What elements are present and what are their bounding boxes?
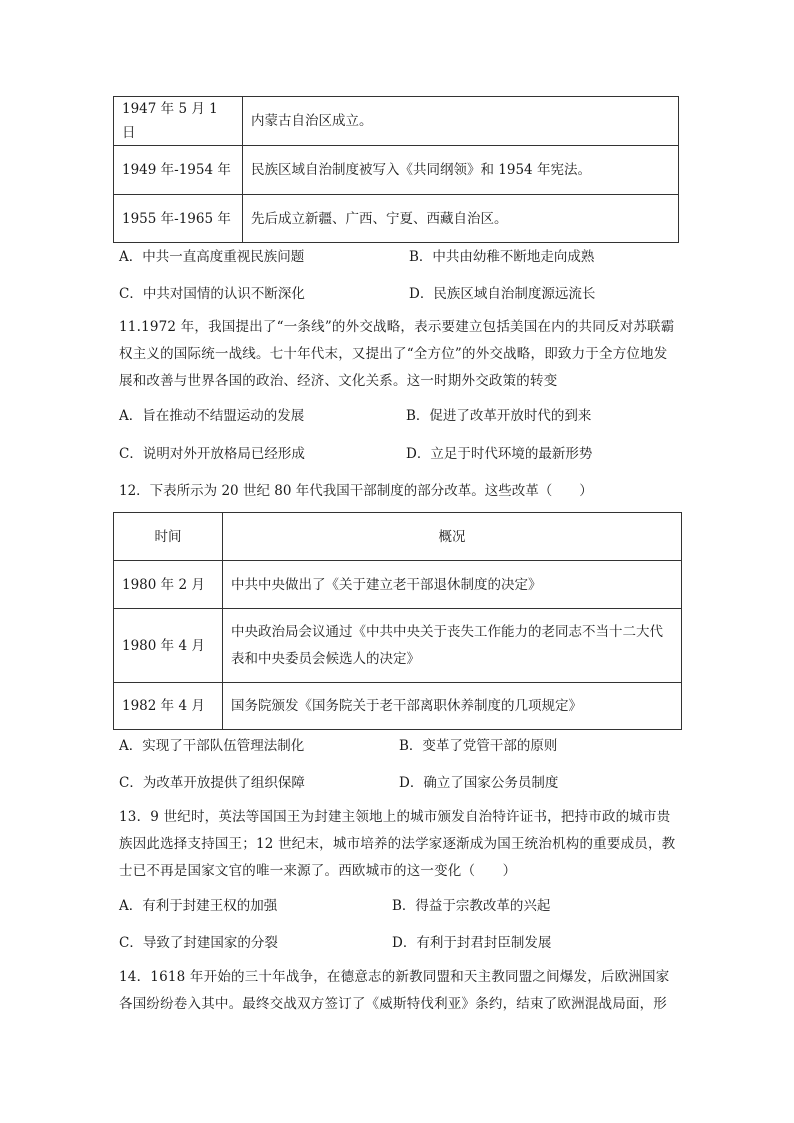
table-cell-time: 1949 年-1954 年 [114,146,243,195]
q11-option-a: A．旨在推动不结盟运动的发展 [119,408,305,424]
q14-stem: 14．1618 年开始的三十年战争，在德意志的新教同盟和天主教同盟之间爆发，后欧洲国家各国纷纷卷入其中。最终交战双方签订了《威斯特伐利亚》条约，结束了欧洲混战局面，形 [119,969,670,1012]
table-cell-time: 1980 年 4 月 [114,609,223,683]
table-cell-event: 内蒙古自治区成立。 [243,97,679,146]
table-header-desc: 概况 [223,513,682,561]
table-row [114,683,682,730]
table-cell-event: 民族区域自治制度被写入《共同纲领》和 1954 年宪法。 [243,146,679,195]
table-cell-desc: 国务院颁发《国务院关于老干部离职休养制度的几项规定》 [223,683,682,730]
q11-option-d: D．立足于时代环境的最新形势 [406,446,593,462]
table-row [114,609,682,683]
table-cell-time: 1980 年 2 月 [114,561,223,609]
q12-stem: 12．下表所示为 20 世纪 80 年代我国干部制度的部分改革。这些改革（ ） [119,483,593,499]
table-row [114,195,679,243]
q12-option-b: B．变革了党管干部的原则 [399,738,558,754]
autonomy-table [113,96,679,243]
table-cell-time: 1947 年 5 月 1 日 [114,97,243,146]
q13-option-b: B．得益于宗教改革的兴起 [392,898,551,914]
table-header-time: 时间 [114,513,223,561]
table-row [114,561,682,609]
q10-option-b: B．中共由幼稚不断地走向成熟 [409,249,595,265]
q13-option-c: C．导致了封建国家的分裂 [119,935,278,951]
table-cell-desc: 中央政治局会议通过《中共中央关于丧失工作能力的老同志不当十二大代表和中央委员会候选人的决定》 [223,609,682,683]
table-cell-time: 1982 年 4 月 [114,683,223,730]
table-header-row [114,513,682,561]
table-cell-time: 1955 年-1965 年 [114,195,243,243]
q11-stem: 11.1972 年，我国提出了“一条线”的外交战略，表示要建立包括美国在内的共同反对苏联霸权主义的国际统一战线。七十年代末，又提出了“全方位”的外交战略，即致力于全方位地发展和改善与世界各国的政治、经济、文化关系。这一时期外交政策的转变 [119,319,675,389]
q12-option-d: D．确立了国家公务员制度 [399,775,559,791]
q11-option-b: B．促进了改革开放时代的到来 [406,408,592,424]
table-row [114,97,679,146]
q13-stem: 13．9 世纪时，英法等国国王为封建主领地上的城市颁发自治特许证书，把持市政的城市贵族因此选择支持国王；12 世纪末，城市培养的法学家逐渐成为国王统治机构的重要成员，教士已不再是国家文官的唯一来源了。西欧城市的这一变化（ ） [119,809,676,879]
q13-option-a: A．有利于封建王权的加强 [119,898,278,914]
q13-option-d: D．有利于封君封臣制发展 [392,935,552,951]
q11-option-c: C．说明对外开放格局已经形成 [119,446,305,462]
q10-option-d: D．民族区域自治制度源远流长 [409,286,596,302]
table-cell-event: 先后成立新疆、广西、宁夏、西藏自治区。 [243,195,679,243]
q10-option-a: A．中共一直高度重视民族问题 [119,249,305,265]
q12-option-c: C．为改革开放提供了组织保障 [119,775,305,791]
q10-option-c: C．中共对国情的认识不断深化 [119,286,305,302]
table-row [114,146,679,195]
table-cell-desc: 中共中央做出了《关于建立老干部退休制度的决定》 [223,561,682,609]
q12-option-a: A．实现了干部队伍管理法制化 [119,738,305,754]
cadre-reform-table [113,512,682,730]
